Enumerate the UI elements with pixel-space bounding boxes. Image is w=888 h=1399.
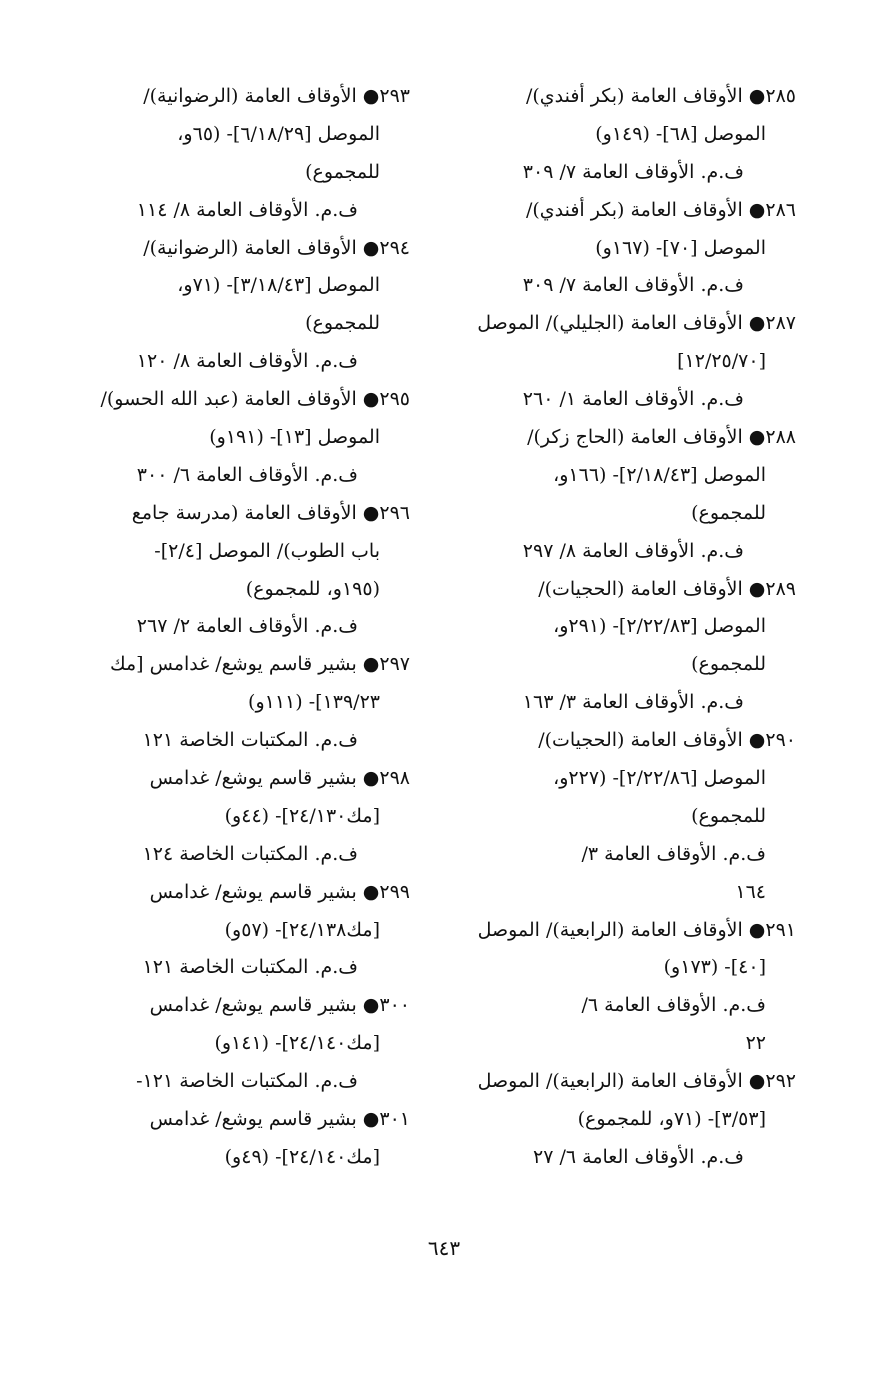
text-line: الموصل [٧٠]- (١٦٧و) <box>595 236 766 259</box>
text-line: ف.م. الأوقاف العامة ٦/ ٣٠٠ <box>136 463 358 486</box>
text-line: ف.م. المكتبات الخاصة ١٢١ <box>142 729 358 752</box>
text-line: ٢٨٧● الأوقاف العامة (الجليلي)/ الموصل <box>477 312 796 335</box>
text-line: ٢٩٣● الأوقاف العامة (الرضوانية)/ <box>143 85 410 107</box>
text-line: ٢٨٩● الأوقاف العامة (الحجيات)/ <box>538 577 796 600</box>
text-line: ف.م. المكتبات الخاصة ١٢٤ <box>142 842 358 865</box>
text-line: ف.م. الأوقاف العامة ٦/ ٢٧ <box>533 1145 744 1168</box>
text-line: ٢٨٦● الأوقاف العامة (بكر أفندي)/ <box>525 198 796 221</box>
text-line: باب الطوب)/ الموصل [٢/٤]- <box>154 539 380 562</box>
text-line: للمجموع) <box>305 312 380 335</box>
text-line: الموصل [٦٨]- (١٤٩و) <box>595 122 766 145</box>
left-column <box>40 78 410 1177</box>
text-line: ٢٨٨● الأوقاف العامة (الحاج زكر)/ <box>527 426 796 449</box>
text-line: ف.م. الأوقاف العامة ٨/ ١٢٠ <box>136 350 358 373</box>
text-line: ٢٩٢● الأوقاف العامة (الرابعية)/ الموصل <box>477 1070 796 1093</box>
text-line: [مك٢٤/١٣٨]- (٥٧و) <box>224 918 380 941</box>
text-line: الموصل [٢/٢٢/٨٦]- (٢٢٧و، <box>553 767 766 790</box>
text-line: ف.م. الأوقاف العامة ٨/ ٢٩٧ <box>522 539 744 562</box>
text-line: الموصل [٣/١٨/٤٣]- (٧١و، <box>177 274 380 297</box>
text-line: [مك٢٤/١٤٠]- (٤٩و) <box>224 1145 380 1168</box>
text-line: [١٢/٢٥/٧٠] <box>677 350 766 373</box>
text-line: ٢٨٥● الأوقاف العامة (بكر أفندي)/ <box>525 85 796 107</box>
text-line: (١٩٥و، للمجموع) <box>245 577 380 600</box>
text-line: ف.م. الأوقاف العامة ٧/ ٣٠٩ <box>522 160 744 183</box>
text-line: [٤٠]- (١٧٣و) <box>663 956 766 979</box>
text-line: ٢٢ <box>745 1032 766 1055</box>
text-line: [٣/٥٣]- (٧١و، للمجموع) <box>577 1108 766 1131</box>
text-line: ٢٩٨● بشير قاسم يوشع/ غدامس <box>149 767 410 790</box>
text-line: الموصل [١٣]- (١٩١و) <box>209 426 380 449</box>
text-line: الموصل [٦/١٨/٢٩]- (٦٥و، <box>177 122 380 145</box>
text-line: ف.م. الأوقاف العامة ٧/ ٣٠٩ <box>522 274 744 297</box>
text-line: الموصل [٢/١٨/٤٣]- (١٦٦و، <box>553 463 766 486</box>
right-column <box>426 78 796 1177</box>
text-line: الموصل [٢/٢٢/٨٣]- (٢٩١و، <box>553 615 766 638</box>
text-line: ف.م. الأوقاف العامة ١/ ٢٦٠ <box>522 388 744 411</box>
text-line: ٢٩٥● الأوقاف العامة (عبد الله الحسو)/ <box>100 388 410 411</box>
text-line: ٢٩٦● الأوقاف العامة (مدرسة جامع <box>131 501 410 524</box>
text-line: ٢٩٧● بشير قاسم يوشع/ غدامس [مك <box>109 653 410 676</box>
text-line: ف.م. الأوقاف العامة ٢/ ٢٦٧ <box>136 615 358 638</box>
text-line: ٣٠١● بشير قاسم يوشع/ غدامس <box>149 1108 410 1131</box>
text-line: للمجموع) <box>691 653 766 676</box>
page-number: ٦٤٣ <box>427 1236 461 1260</box>
text-line: ف.م. المكتبات الخاصة ١٢١- <box>136 1070 358 1093</box>
text-line: ف.م. المكتبات الخاصة ١٢١ <box>142 956 358 979</box>
text-line: ٢٩٤● الأوقاف العامة (الرضوانية)/ <box>143 236 410 259</box>
text-line: ٢٩٩● بشير قاسم يوشع/ غدامس <box>149 880 410 903</box>
text-line: ف.م. الأوقاف العامة ٣/ <box>581 842 766 865</box>
text-line: ١٦٤ <box>735 880 766 903</box>
text-line: ف.م. الأوقاف العامة ٦/ <box>581 994 766 1017</box>
text-line: ف.م. الأوقاف العامة ٣/ ١٦٣ <box>522 691 744 714</box>
text-line: [مك٢٤/١٣٠]- (٤٤و) <box>224 804 380 827</box>
text-line: ٣٠٠● بشير قاسم يوشع/ غدامس <box>149 994 410 1017</box>
text-line: للمجموع) <box>691 804 766 827</box>
text-line: للمجموع) <box>691 501 766 524</box>
text-line: [مك٢٤/١٤٠]- (١٤١و) <box>214 1032 380 1055</box>
text-line: ٢٩٠● الأوقاف العامة (الحجيات)/ <box>538 729 796 752</box>
text-line: ف.م. الأوقاف العامة ٨/ ١١٤ <box>136 198 358 221</box>
text-line: ٢٩١● الأوقاف العامة (الرابعية)/ الموصل <box>477 918 796 941</box>
text-line: ١٣٩/٢٣]- (١١١و) <box>248 691 380 714</box>
text-line: للمجموع) <box>305 160 380 183</box>
